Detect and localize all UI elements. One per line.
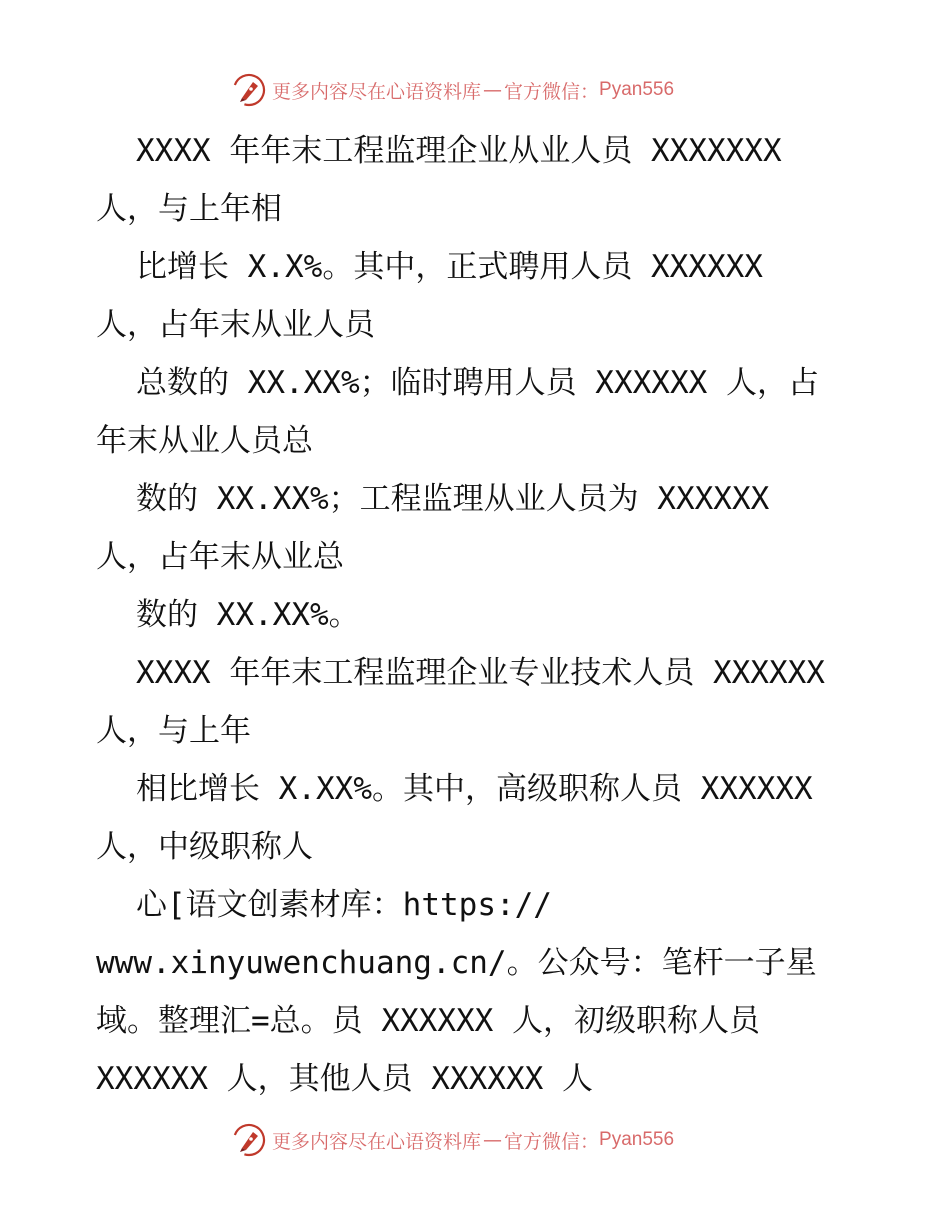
body-line: 相比增长 X.XX%。其中，高级职称人员 XXXXXX (136, 771, 813, 807)
body-line: 心[语文创素材库：https:// (136, 887, 552, 923)
banner-separator: — (483, 79, 503, 101)
body-line: 年末从业人员总 (96, 423, 313, 459)
body-line: 数的 XX.XX%；工程监理从业人员为 XXXXXX (136, 481, 770, 517)
body-line: 比增长 X.X%。其中，正式聘用人员 XXXXXX (136, 249, 763, 285)
banner-separator: — (483, 1129, 503, 1151)
body-line: 总数的 XX.XX%；临时聘用人员 XXXXXX 人，占 (136, 365, 819, 401)
pen-nib-logo-icon (232, 73, 266, 107)
body-line: 人，与上年 (96, 713, 251, 749)
body-line: 人，中级职称人 (96, 829, 313, 865)
banner-wechat-label: 官方微信： (504, 1130, 600, 1153)
body-line: www.xinyuwenchuang.cn/。公众号：笔杆一子星 (96, 945, 817, 981)
footer-banner[interactable] (232, 1122, 674, 1158)
body-line: 人，占年末从业总 (96, 539, 344, 575)
body-line: 数的 XX.XX%。 (136, 597, 360, 633)
pen-nib-logo-icon (232, 1123, 266, 1157)
body-line: XXXXXX 人，其他人员 XXXXXX 人 (96, 1061, 593, 1097)
body-line: 人，与上年相 (96, 191, 282, 227)
body-line: XXXX 年年末工程监理企业从业人员 XXXXXXX (136, 133, 782, 169)
banner-wechat-id: Pyan556 (599, 1129, 675, 1150)
body-line: XXXX 年年末工程监理企业专业技术人员 XXXXXX (136, 655, 825, 691)
banner-wechat-label: 官方微信： (504, 80, 600, 103)
header-banner[interactable] (232, 72, 674, 108)
banner-site-text: 更多内容尽在心语资料库 (272, 1130, 482, 1153)
document-body (96, 122, 886, 1108)
body-line: 域。整理汇=总。员 XXXXXX 人，初级职称人员 (96, 1003, 760, 1039)
body-line: 人，占年末从业人员 (96, 307, 375, 343)
banner-site-text: 更多内容尽在心语资料库 (272, 80, 482, 103)
banner-wechat-id: Pyan556 (599, 79, 675, 100)
